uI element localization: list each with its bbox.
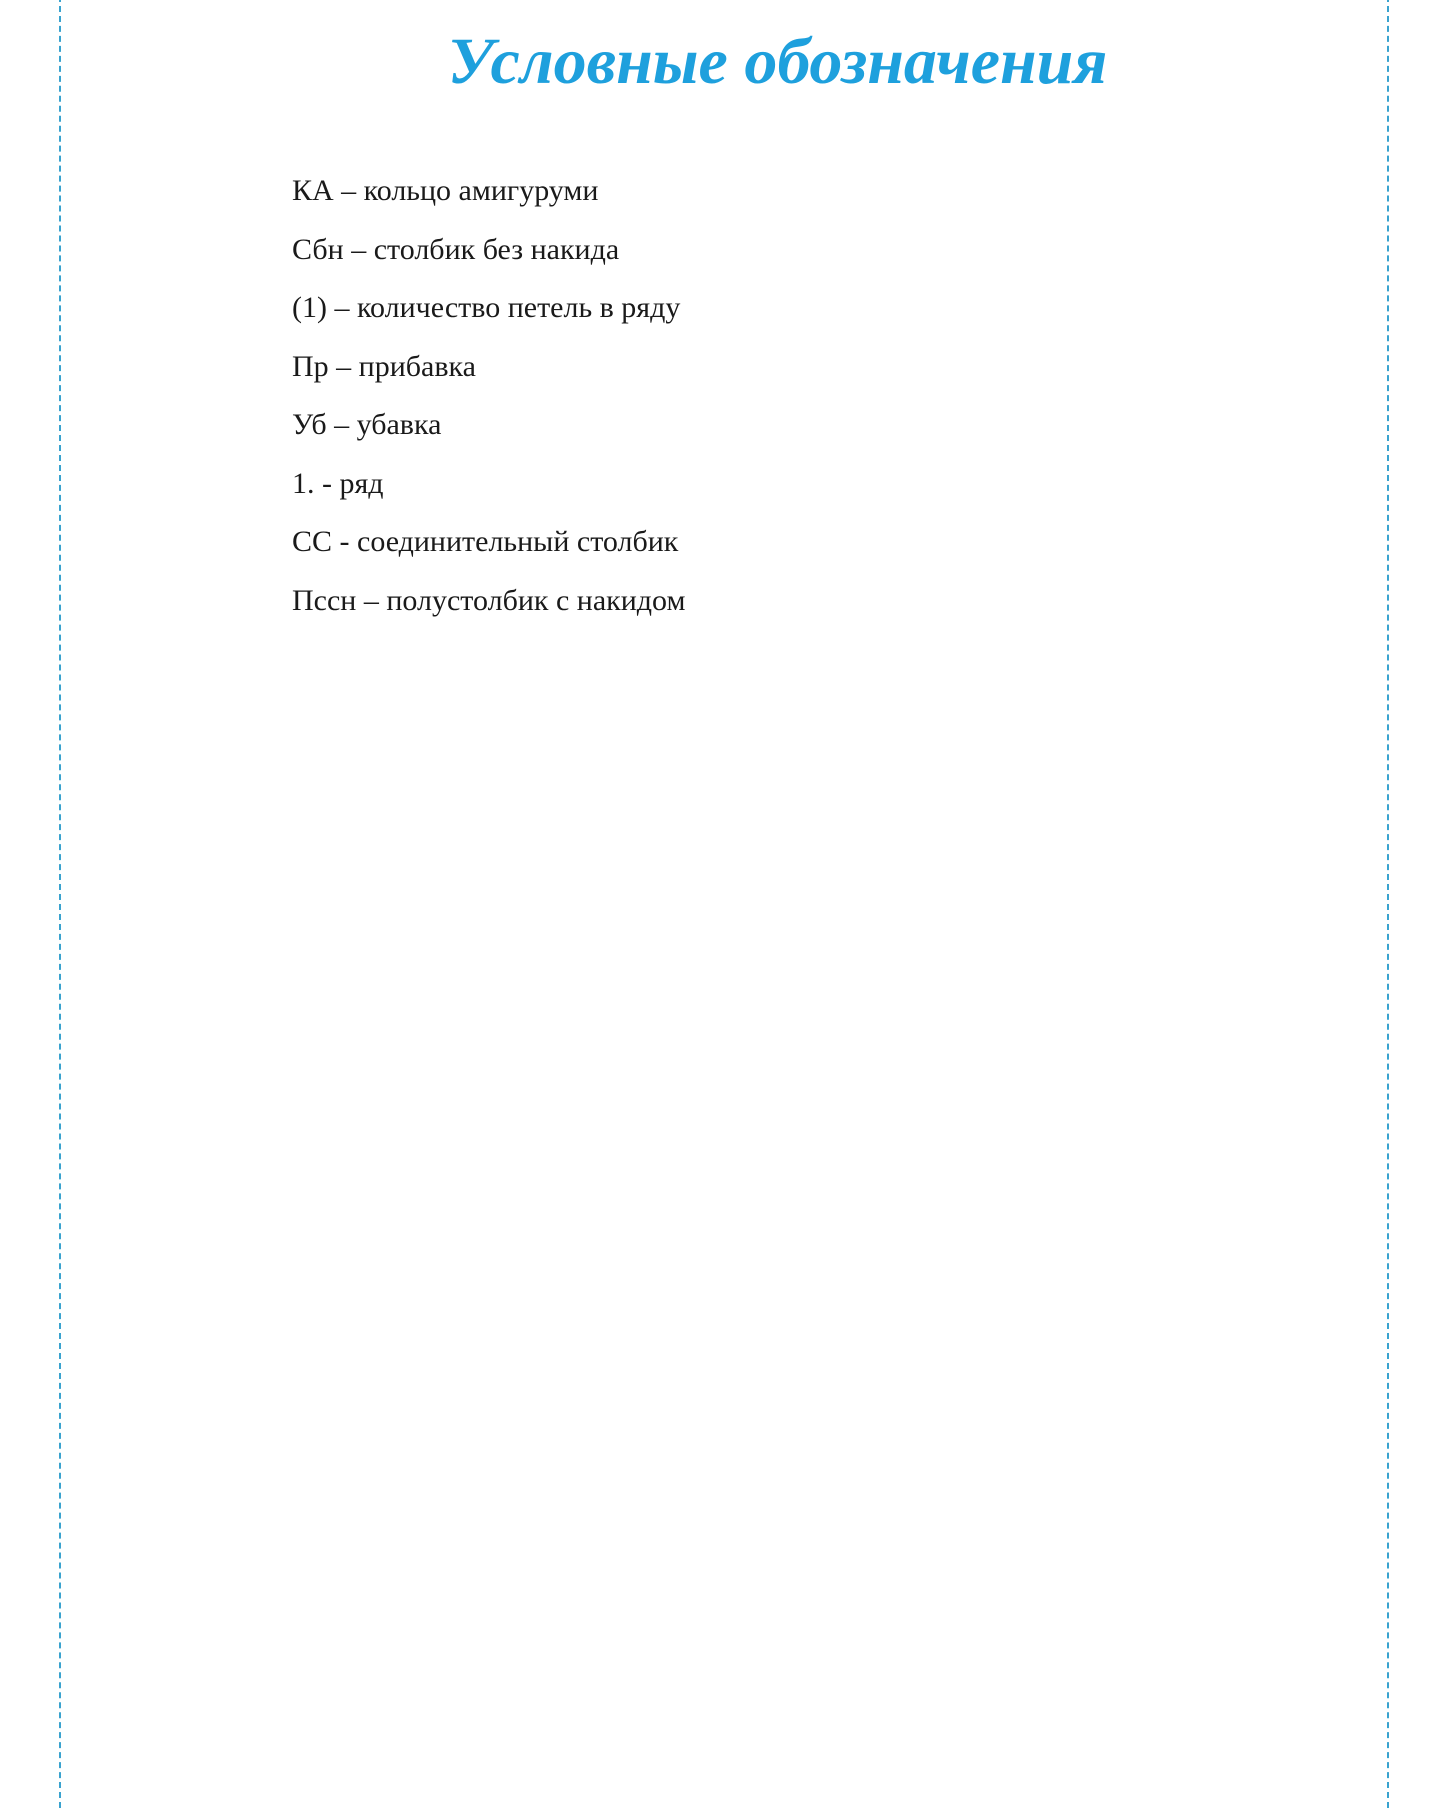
legend-item: 1. - ряд <box>292 466 384 500</box>
legend-item: КА – кольцо амигуруми <box>292 174 599 207</box>
page-title: Условные обозначения <box>447 25 1108 98</box>
legend-item: СС - соединительный столбик <box>292 525 679 558</box>
page-border <box>59 0 1389 1808</box>
legend-list <box>292 162 685 630</box>
legend-item: (1) – количество петель в ряду <box>292 291 681 324</box>
legend-item: Уб – убавка <box>292 408 442 441</box>
legend-item: Сбн – столбик без накида <box>292 232 620 266</box>
legend-item: Пр – прибавка <box>292 349 476 383</box>
legend-item: Пссн – полустолбик с накидом <box>292 583 686 617</box>
